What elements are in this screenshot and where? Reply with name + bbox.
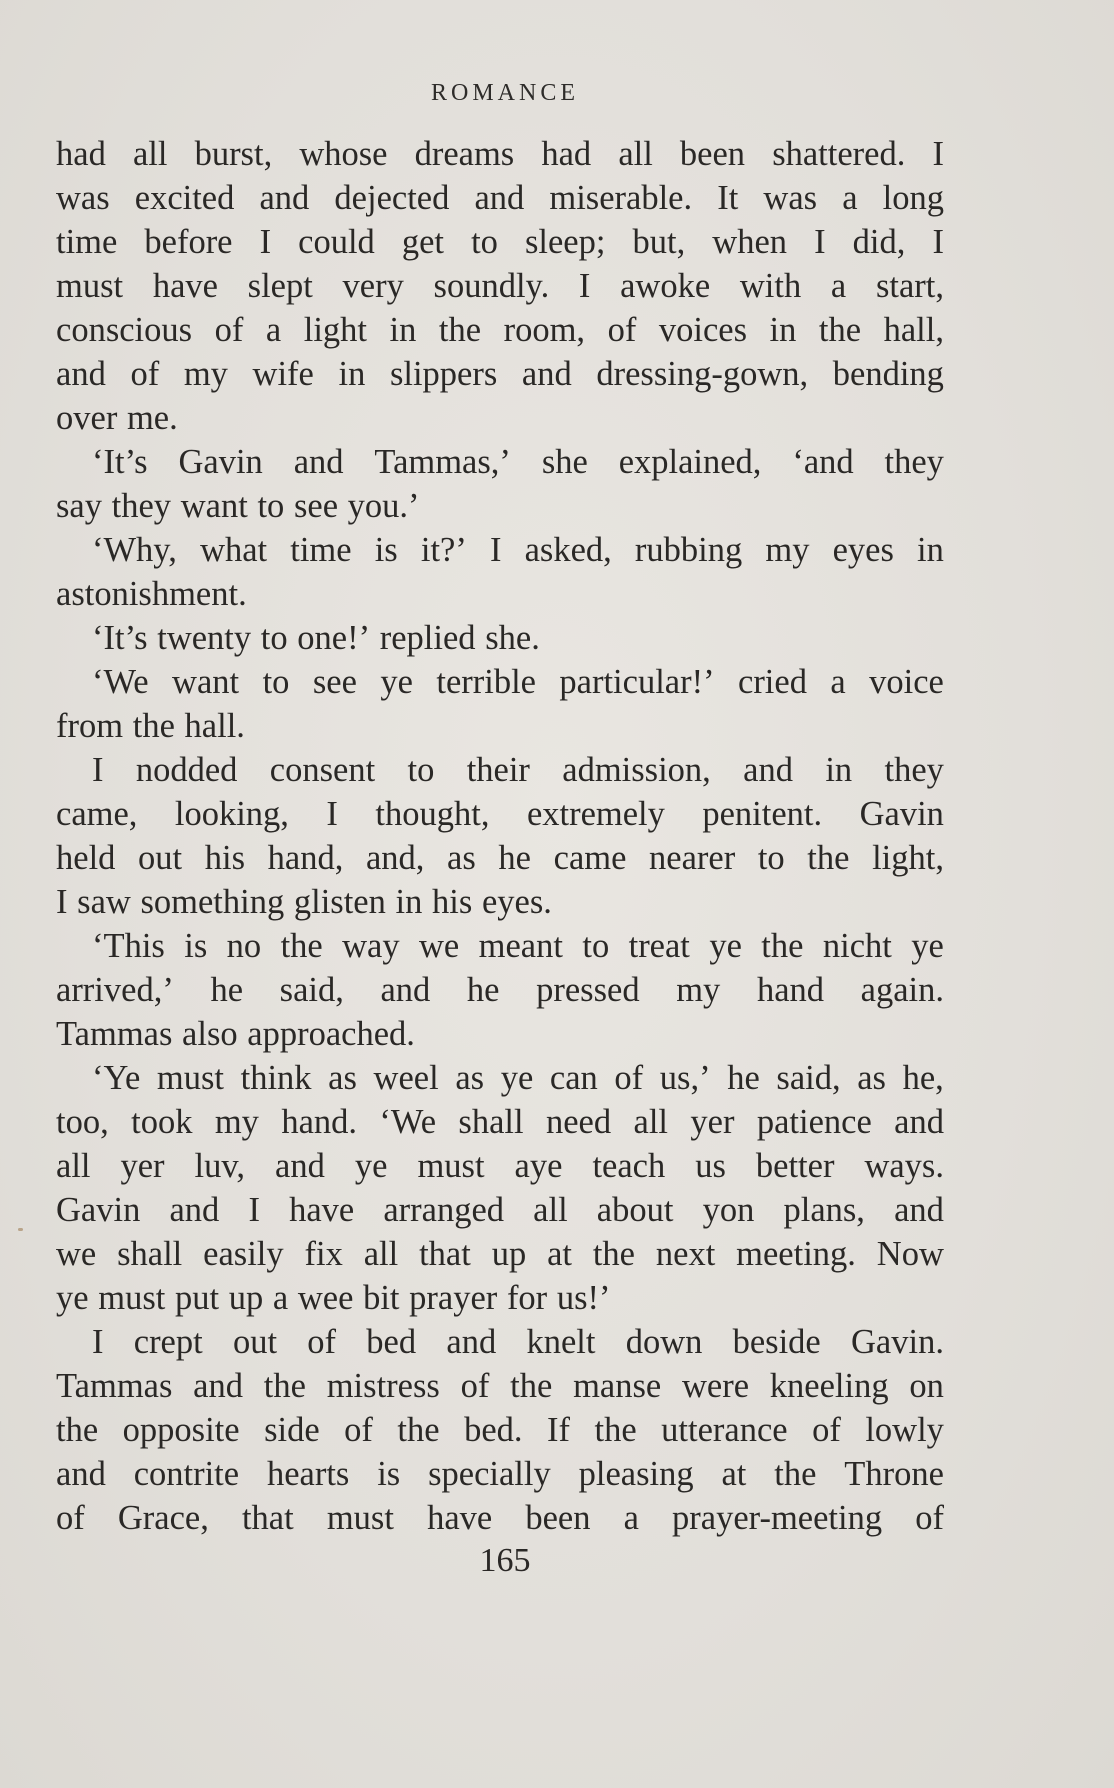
text-line: ye must put up a wee bit prayer for us!’	[56, 1279, 611, 1317]
paper-speck	[18, 1228, 23, 1231]
text-line: must have slept very soundly. I awoke with a start,	[56, 267, 944, 305]
text-line: Tammas and the mistress of the manse were kneeling on	[56, 1367, 944, 1405]
text-line: I saw something glisten in his eyes.	[56, 883, 552, 921]
text-line: over me.	[56, 399, 178, 437]
text-line: Tammas also approached.	[56, 1015, 415, 1053]
text-line: ‘We want to see ye terrible particular!’ cried a voice	[92, 663, 944, 701]
text-line: was excited and dejected and miserable. It was a long	[56, 179, 944, 217]
text-line: say they want to see you.’	[56, 487, 420, 525]
text-line: I crept out of bed and knelt down beside Gavin.	[92, 1323, 944, 1361]
text-line: astonishment.	[56, 575, 247, 613]
text-line: the opposite side of the bed. If the utterance of lowly	[56, 1411, 944, 1449]
text-line: ‘It’s twenty to one!’ replied she.	[92, 619, 540, 657]
text-line: ‘This is no the way we meant to treat ye the nicht ye	[92, 927, 944, 965]
text-line: time before I could get to sleep; but, when I did, I	[56, 223, 944, 261]
text-line: ‘Ye must think as weel as ye can of us,’ he said, as he,	[92, 1059, 944, 1097]
page-number: 165	[479, 1542, 531, 1579]
text-line: had all burst, whose dreams had all been shattered. I	[56, 135, 944, 173]
text-line: ‘Why, what time is it?’ I asked, rubbing my eyes in	[92, 531, 944, 569]
text-line: of Grace, that must have been a prayer-meeting of	[56, 1499, 944, 1537]
text-line: all yer luv, and ye must aye teach us better ways.	[56, 1147, 944, 1185]
text-line: conscious of a light in the room, of voices in the hall,	[56, 311, 944, 349]
text-line: ‘It’s Gavin and Tammas,’ she explained, ‘and they	[92, 443, 944, 481]
text-line: and contrite hearts is specially pleasing at the Throne	[56, 1455, 944, 1493]
text-line: and of my wife in slippers and dressing-gown, bending	[56, 355, 944, 393]
text-line: from the hall.	[56, 707, 245, 745]
running-head: ROMANCE	[430, 80, 579, 106]
text-line: too, took my hand. ‘We shall need all yer patience and	[56, 1103, 944, 1141]
text-line: we shall easily fix all that up at the next meeting. Now	[56, 1235, 944, 1273]
body-text	[56, 132, 944, 1540]
text-line: held out his hand, and, as he came nearer to the light,	[56, 839, 944, 877]
text-line: arrived,’ he said, and he pressed my hand again.	[56, 971, 944, 1009]
text-line: came, looking, I thought, extremely penitent. Gavin	[56, 795, 944, 833]
text-line: Gavin and I have arranged all about yon plans, and	[56, 1191, 944, 1229]
text-line: I nodded consent to their admission, and in they	[92, 751, 944, 789]
